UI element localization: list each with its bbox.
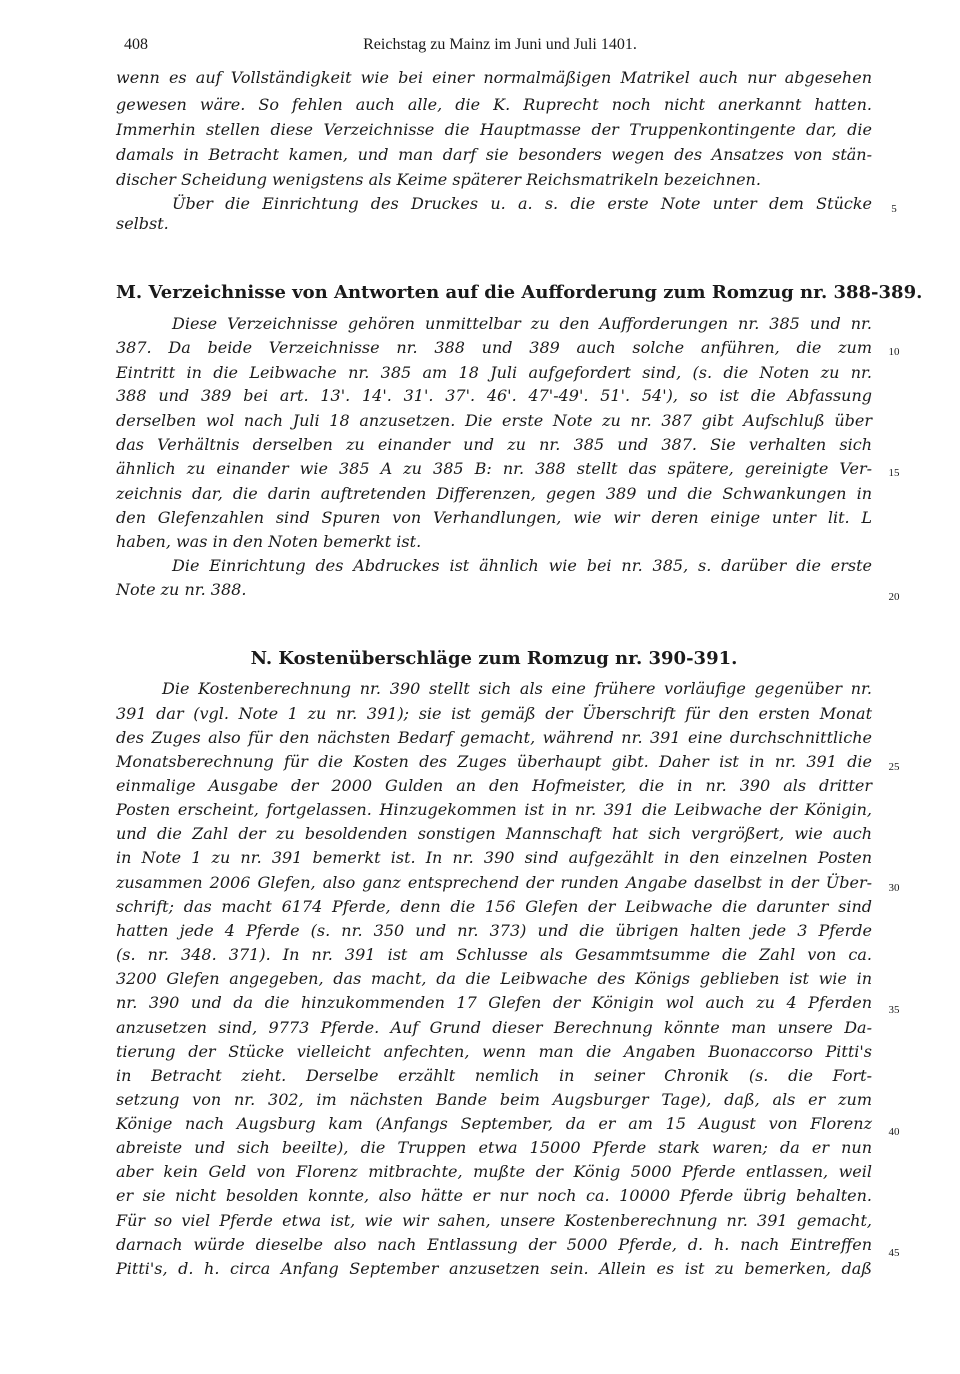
line-number: 20 xyxy=(888,591,900,603)
text-line: (s. nr. 348. 371). In nr. 391 ist am Schlusse als Gesammtsumme die Zahl von ca. xyxy=(116,945,872,964)
text-line: hatten jede 4 Pferde (s. nr. 350 und nr. 373) und die übrigen halten jede 3 Pferde xyxy=(116,921,872,940)
text-line: den Glefenzahlen sind Spuren von Verhandlungen, wie wir deren einige unter lit. L xyxy=(116,508,872,527)
text-line: 388 und 389 bei art. 13'. 14'. 31'. 37'. 46'. 47'-49'. 51'. 54'), so ist die Abfassung xyxy=(116,386,872,405)
text-line: wenn es auf Vollständigkeit wie bei einer normalmäßigen Matrikel auch nur abgesehen xyxy=(116,68,872,87)
text-line: Diese Verzeichnisse gehören unmittelbar zu den Aufforderungen nr. 385 und nr. xyxy=(172,314,872,333)
text-line: Posten erscheint, fortgelassen. Hinzugekommen ist in nr. 391 die Leibwache der Königin, xyxy=(116,800,872,819)
section-heading-n: N. Kostenüberschläge zum Romzug nr. 390-391. xyxy=(250,648,738,669)
text-line: nr. 390 und da die hinzukommenden 17 Glefen der Königin wol auch zu 4 Pferden xyxy=(116,993,872,1012)
text-line: tierung der Stücke vielleicht anfechten, wenn man die Angaben Buonaccorso Pitti's xyxy=(116,1042,872,1061)
text-line: darnach würde dieselbe also nach Entlassung der 5000 Pferde, d. h. nach Eintreffen xyxy=(116,1235,872,1254)
text-line: gewesen wäre. So fehlen auch alle, die K. Ruprecht noch nicht anerkannt hatten. xyxy=(116,95,872,114)
text-line: abreiste und sich beeilte), die Truppen etwa 15000 Pferde stark waren; da er nun xyxy=(116,1138,872,1157)
text-line: derselben wol nach Juli 18 anzusetzen. Die erste Note zu nr. 387 gibt Aufschluß über xyxy=(116,411,872,430)
text-line: Über die Einrichtung des Druckes u. a. s. die erste Note unter dem Stücke xyxy=(172,194,872,213)
page-header xyxy=(124,36,876,56)
page-number: 408 xyxy=(124,36,148,53)
line-number: 40 xyxy=(888,1126,900,1138)
text-line: damals in Betracht kamen, und man darf sie besonders wegen des Ansatzes von stän- xyxy=(116,145,872,164)
text-line: 3200 Glefen angegeben, das macht, da die Leibwache des Königs geblieben ist wie in xyxy=(116,969,872,988)
line-number: 15 xyxy=(888,467,900,479)
section-heading-m: M. Verzeichnisse von Antworten auf die Aufforderung zum Romzug nr. 388-389. xyxy=(116,282,923,303)
line-number: 25 xyxy=(888,761,900,773)
text-line: selbst. xyxy=(116,214,169,233)
line-number: 35 xyxy=(888,1004,900,1016)
text-line: Die Einrichtung des Abdruckes ist ähnlich wie bei nr. 385, s. darüber die erste xyxy=(172,556,872,575)
text-line: schrift; das macht 6174 Pferde, denn die 156 Glefen der Leibwache die darunter sind xyxy=(116,897,872,916)
text-line: Immerhin stellen diese Verzeichnisse die Hauptmasse der Truppenkontingente dar, die xyxy=(116,120,872,139)
line-number: 10 xyxy=(888,346,900,358)
line-number: 45 xyxy=(888,1247,900,1259)
running-title: Reichstag zu Mainz im Juni und Juli 1401. xyxy=(363,36,637,53)
text-line: haben, was in den Noten bemerkt ist. xyxy=(116,532,422,551)
text-line: 391 dar (vgl. Note 1 zu nr. 391); sie ist gemäß der Überschrift für den ersten Monat xyxy=(116,704,872,723)
text-line: Pitti's, d. h. circa Anfang September anzusetzen sein. Allein es ist zu bemerken, daß xyxy=(116,1259,872,1278)
text-line: Eintritt in die Leibwache nr. 385 am 18 Juli aufgefordert sind, (s. die Noten zu nr. xyxy=(116,363,872,382)
text-line: Note zu nr. 388. xyxy=(116,580,247,599)
text-line: zeichnis dar, die darin auftretenden Differenzen, gegen 389 und die Schwankungen in xyxy=(116,484,872,503)
text-line: zusammen 2006 Glefen, also ganz entsprechend der runden Angabe daselbst in der Über- xyxy=(116,873,872,892)
text-line: Für so viel Pferde etwa ist, wie wir sahen, unsere Kostenberechnung nr. 391 gemacht, xyxy=(116,1211,872,1230)
text-line: er sie nicht besolden konnte, also hätte er nur noch ca. 10000 Pferde übrig behalten. xyxy=(116,1186,872,1205)
text-line: setzung von nr. 302, im nächsten Bande beim Augsburger Tage), daß, als er zum xyxy=(116,1090,872,1109)
text-line: das Verhältnis derselben zu einander und zu nr. 385 und 387. Sie verhalten sich xyxy=(116,435,872,454)
text-line: einmalige Ausgabe der 2000 Gulden an den Hofmeister, die in nr. 390 als dritter xyxy=(116,776,872,795)
text-line: 387. Da beide Verzeichnisse nr. 388 und 389 auch solche anführen, die zum xyxy=(116,338,872,357)
line-number: 5 xyxy=(891,203,897,215)
text-line: in Note 1 zu nr. 391 bemerkt ist. In nr. 390 sind aufgezählt in den einzelnen Posten xyxy=(116,848,872,867)
text-line: anzusetzen sind, 9773 Pferde. Auf Grund dieser Berechnung könnte man unsere Da- xyxy=(116,1018,872,1037)
text-line: ähnlich zu einander wie 385 A zu 385 B: nr. 388 stellt das spätere, gereinigte Ver- xyxy=(116,459,872,478)
text-line: des Zuges also für den nächsten Bedarf gemacht, während nr. 391 eine durchschnittliche xyxy=(116,728,872,747)
text-line: Die Kostenberechnung nr. 390 stellt sich als eine frühere vorläufige gegenüber nr. xyxy=(162,679,872,698)
text-line: aber kein Geld von Florenz mitbrachte, mußte der König 5000 Pferde entlassen, weil xyxy=(116,1162,872,1181)
text-line: Könige nach Augsburg kam (Anfangs September, da er am 15 August von Florenz xyxy=(116,1114,872,1133)
line-number: 30 xyxy=(888,882,900,894)
text-line: discher Scheidung wenigstens als Keime späterer Reichsmatrikeln bezeichnen. xyxy=(116,170,761,189)
text-line: und die Zahl der zu besoldenden sonstigen Mannschaft hat sich vergrößert, wie auch xyxy=(116,824,872,843)
text-line: Monatsberechnung für die Kosten des Zuges überhaupt gibt. Daher ist in nr. 391 die xyxy=(116,752,872,771)
text-line: in Betracht zieht. Derselbe erzählt nemlich in seiner Chronik (s. die Fort- xyxy=(116,1066,872,1085)
